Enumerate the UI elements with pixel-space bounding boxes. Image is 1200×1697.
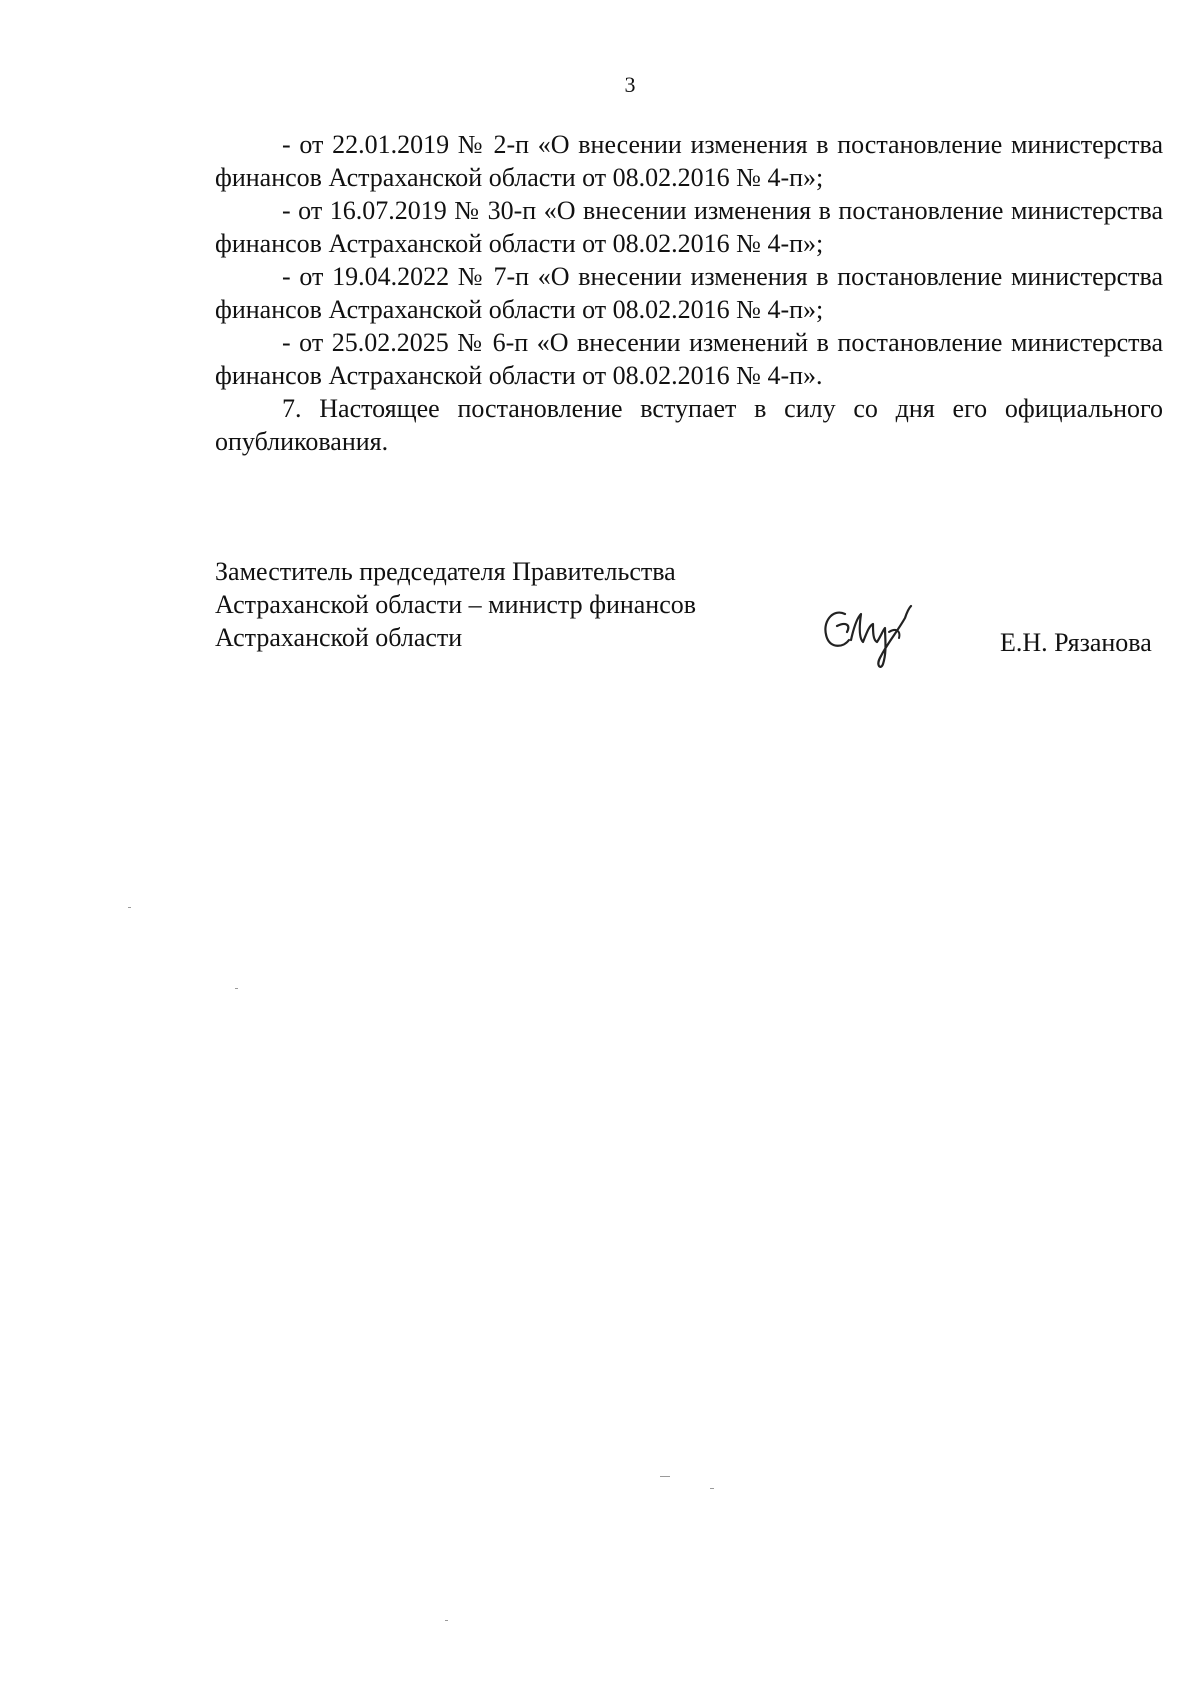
document-body xyxy=(215,128,1163,458)
scan-speck xyxy=(128,907,131,908)
position-line-2: Астраханской области – министр финансов xyxy=(215,590,697,619)
amendment-item-4: - от 25.02.2025 № 6-п «О внесении изменений в постановление министерства финансов Астраханской области от 08.02.2016 № 4-п». xyxy=(215,328,1163,390)
amendment-item-3: - от 19.04.2022 № 7-п «О внесении изменения в постановление министерства финансов Астраханской области от 08.02.2016 № 4-п»; xyxy=(215,262,1163,324)
signatory-position xyxy=(215,555,696,654)
scan-speck xyxy=(710,1488,714,1489)
amendment-item-2: - от 16.07.2019 № 30-п «О внесении изменения в постановление министерства финансов Астраханской области от 08.02.2016 № 4-п»; xyxy=(215,196,1163,258)
scan-speck xyxy=(235,988,238,989)
page-number: 3 xyxy=(624,72,636,97)
position-line-3: Астраханской области xyxy=(215,623,463,652)
scan-speck xyxy=(445,1620,448,1621)
signatory-name: Е.Н. Рязанова xyxy=(1000,628,1152,657)
handwritten-signature-icon xyxy=(815,592,925,672)
amendment-item-1: - от 22.01.2019 № 2-п «О внесении изменения в постановление министерства финансов Астраханской области от 08.02.2016 № 4-п»; xyxy=(215,130,1163,192)
effective-date-clause: 7. Настоящее постановление вступает в силу со дня его официального опубликования. xyxy=(215,394,1163,456)
position-line-1: Заместитель председателя Правительства xyxy=(215,557,676,586)
scan-speck xyxy=(660,1476,670,1477)
